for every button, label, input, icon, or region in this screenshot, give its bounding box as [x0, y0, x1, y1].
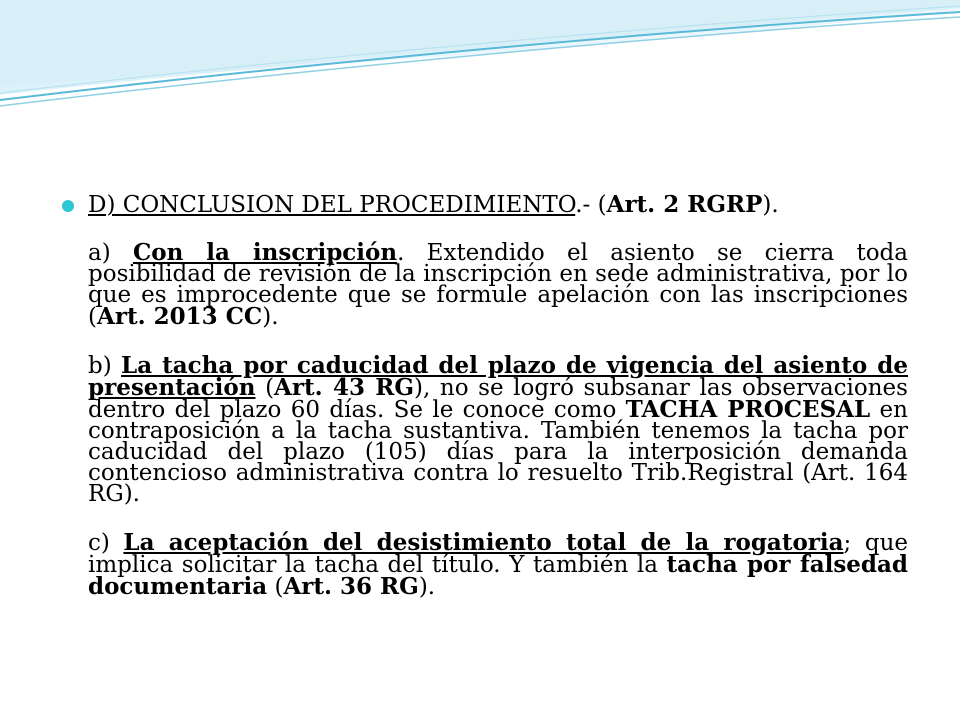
heading-title: D) CONCLUSION DEL PROCEDIMIENTO — [88, 192, 576, 218]
item-b — [88, 352, 908, 507]
item-b-ref: Art. 43 RG — [274, 374, 414, 401]
header-wave-decoration — [0, 0, 960, 120]
slide-heading — [60, 190, 908, 220]
item-a-ref: Art. 2013 CC — [96, 303, 263, 330]
item-b-text1: ), no se logró subsanar las observaciones dentro del plazo 60 días. Se le conoce como — [88, 375, 908, 423]
item-a-text: . Extendido el asiento se cierra toda posibilidad de revisión de la inscripción en sede administrativa, por lo que es improcedente que se formule apelación con las inscripciones ( — [88, 240, 908, 330]
bullet-icon — [62, 200, 74, 212]
item-c — [88, 529, 909, 600]
item-b-text2: en contraposición a la tacha sustantiva. También tenemos la tacha por caducidad del plazo (105) días para la interposición demanda contencioso administrativa contra lo resuelto Trib.Registral (Art. 164 RG). — [88, 397, 908, 507]
heading-suffix: .- ( — [575, 192, 607, 218]
item-c-title: La aceptación del desistimiento total de la rogatoria — [123, 529, 844, 556]
item-c-ref-open: ( — [267, 574, 284, 600]
item-b-emph: TACHA PROCESAL — [625, 396, 871, 423]
item-c-text: ; que implica solicitar la tacha del título. Y también la — [88, 530, 909, 578]
item-c-end: ). — [418, 574, 436, 600]
heading-close: ). — [762, 192, 779, 218]
item-a-end: ). — [262, 304, 279, 330]
item-b-prefix: b) — [88, 353, 122, 379]
item-a-prefix: a) — [88, 240, 133, 266]
item-b-title: La tacha por caducidad del plazo de vigencia del asiento de presentación — [88, 352, 908, 401]
item-b-ref-open: ( — [255, 375, 275, 401]
slide-body — [60, 190, 908, 598]
heading-ref: Art. 2 RGRP — [606, 191, 763, 218]
item-a-title: Con la inscripción — [132, 239, 398, 266]
item-c-ref: Art. 36 RG — [283, 573, 419, 600]
item-c-emph: tacha por falsedad documentaria — [88, 551, 908, 600]
item-c-prefix: c) — [88, 530, 124, 556]
item-a — [88, 239, 908, 330]
